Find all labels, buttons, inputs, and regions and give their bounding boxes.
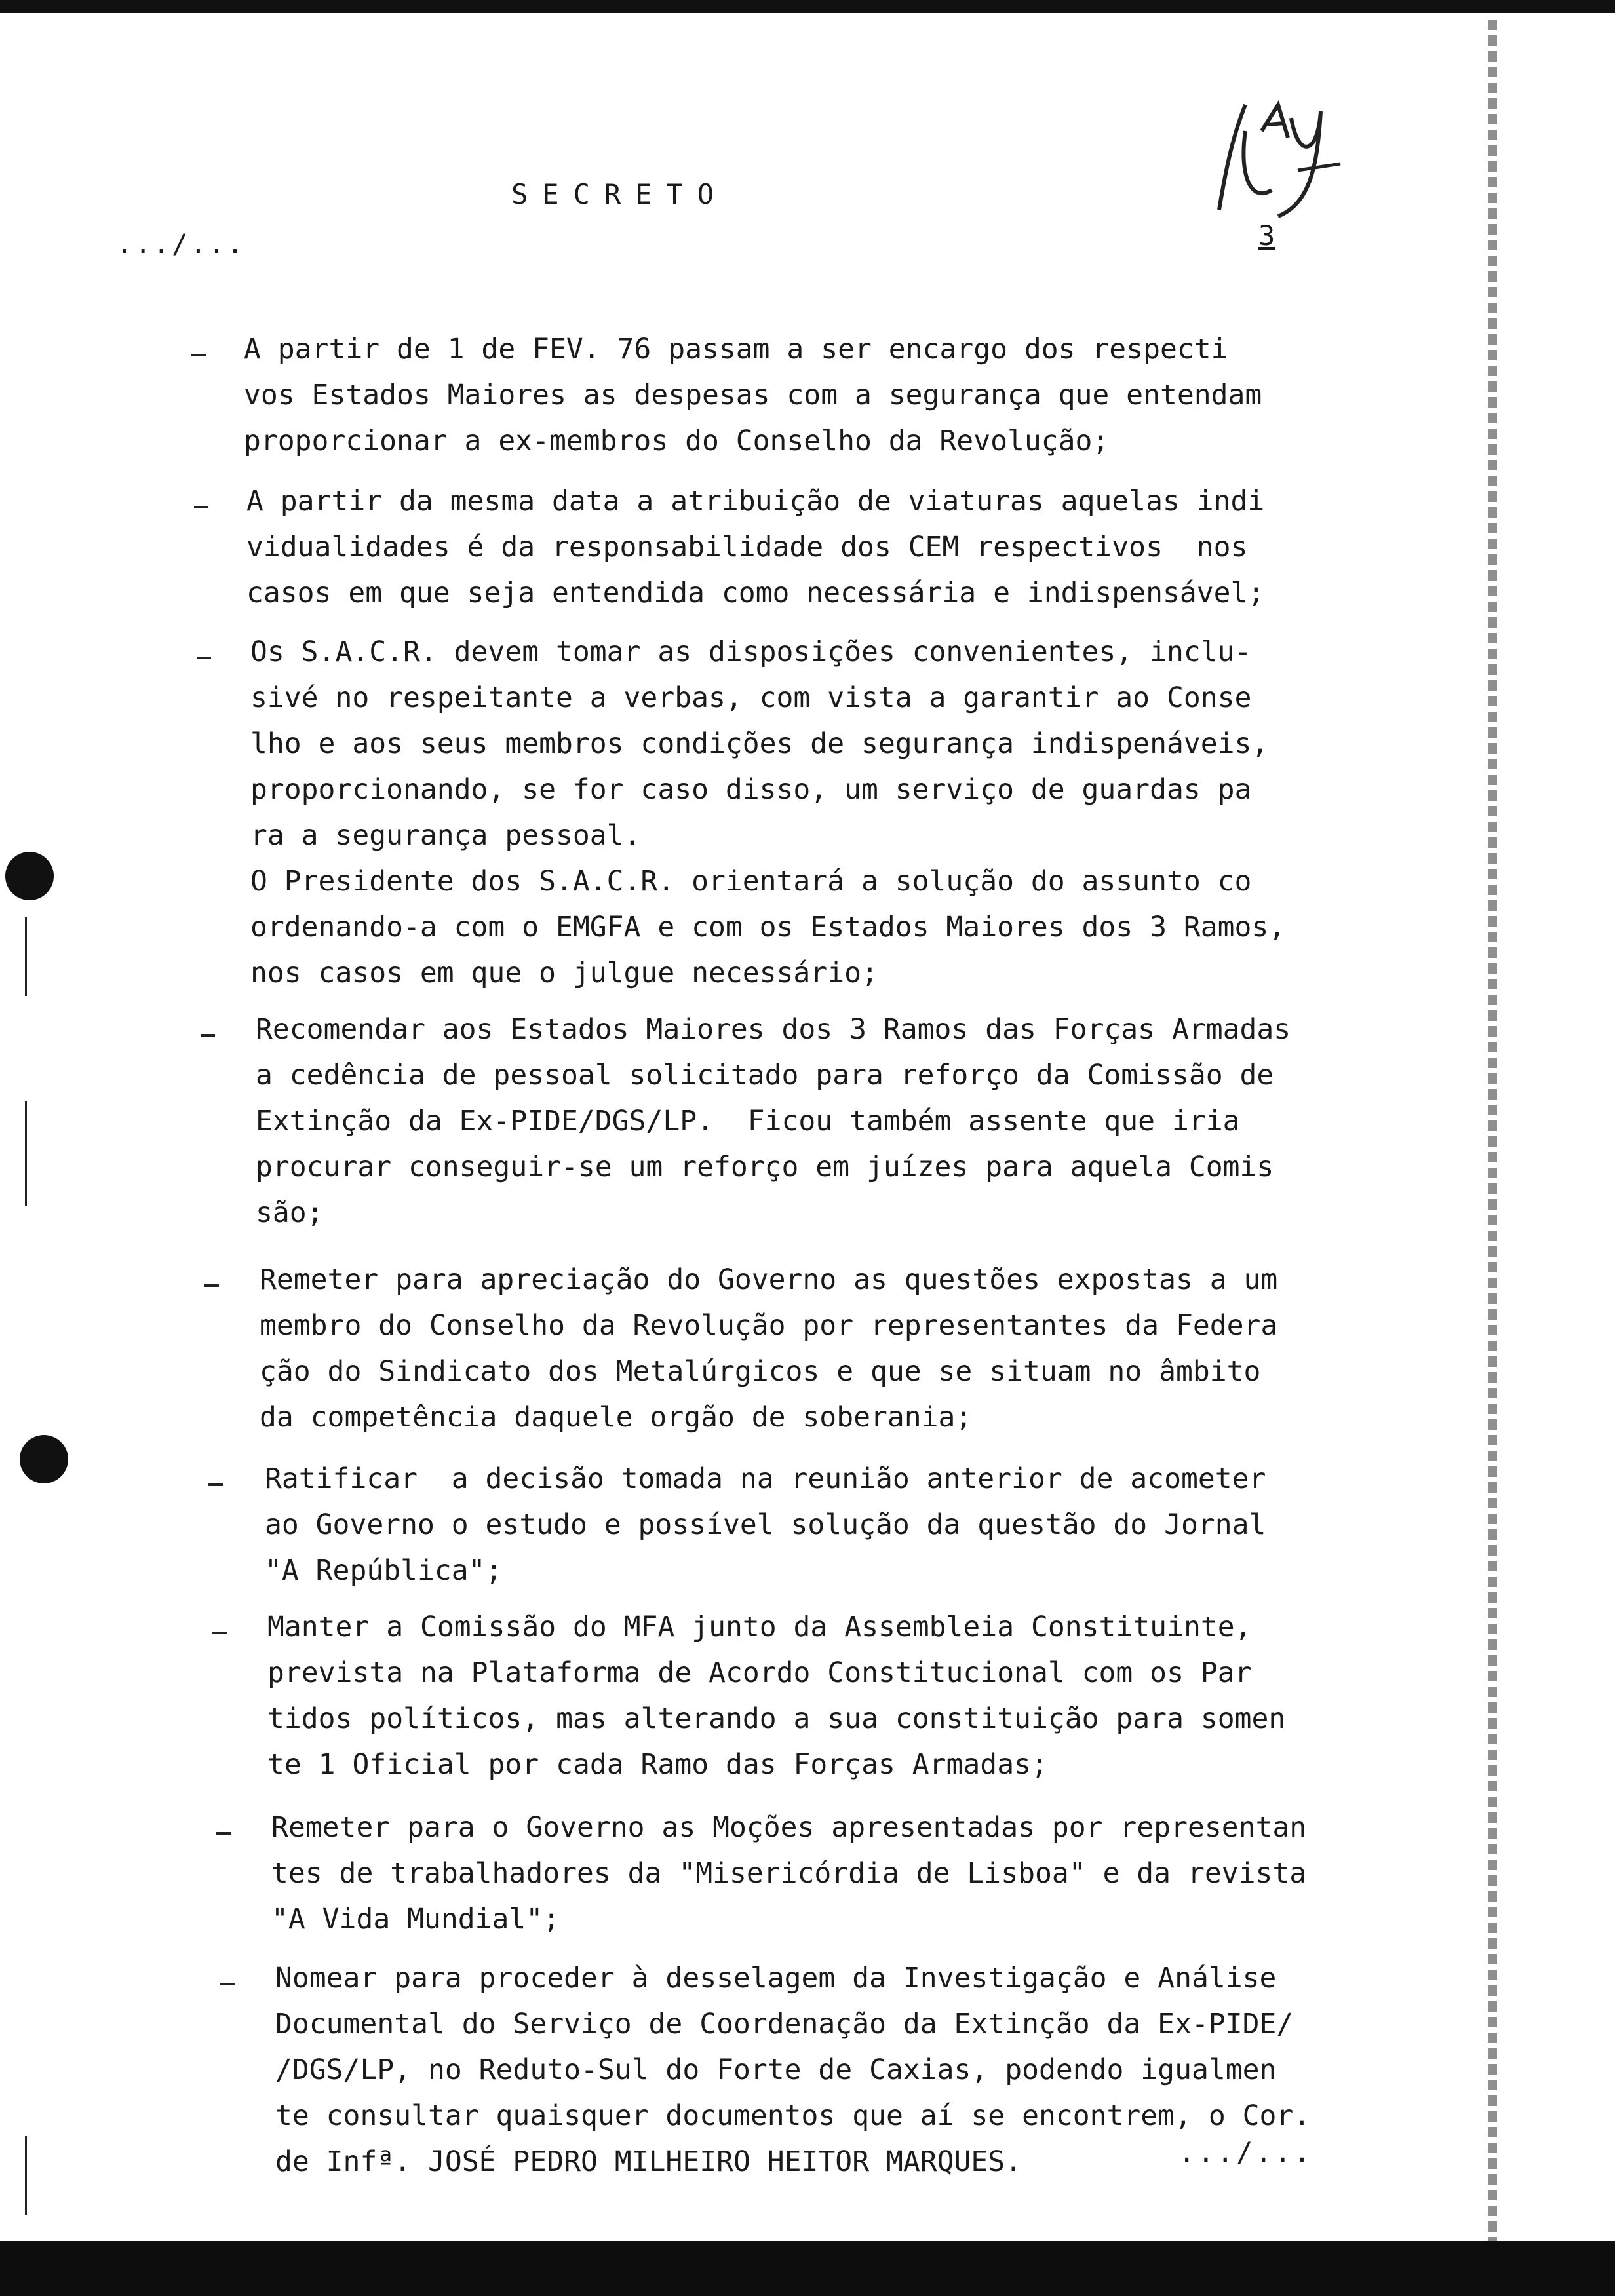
list-item [256, 1006, 1291, 1236]
item-line: de Infª. JOSÉ PEDRO MILHEIRO HEITOR MARQUES. [275, 2145, 1022, 2178]
scan-edge-top [0, 0, 1615, 13]
bullet-dash [191, 354, 206, 356]
item-line: da competência daquele orgão de soberania; [260, 1401, 973, 1434]
continuation-marker-bottom: .../... [1178, 2136, 1313, 2168]
scan-edge-right [1488, 20, 1497, 2241]
item-line: proporcionando, se for caso disso, um serviço de guardas pa [250, 773, 1252, 806]
item-line: "A República"; [265, 1554, 503, 1587]
list-item [267, 1604, 1285, 1788]
item-line: vos Estados Maiores as despesas com a segurança que entendam [244, 379, 1262, 411]
item-line: tidos políticos, mas alterando a sua constituição para somen [267, 1702, 1286, 1735]
item-line: ção do Sindicato dos Metalúrgicos e que se situam no âmbito [260, 1355, 1261, 1388]
list-item [271, 1805, 1306, 1942]
item-line: ra a segurança pessoal. [250, 819, 641, 852]
punch-hole-upper [5, 852, 54, 900]
bullet-dash [208, 1483, 223, 1486]
item-line: a cedência de pessoal solicitado para reforço da Comissão de [256, 1059, 1274, 1092]
item-line: Documental do Serviço de Coordenação da Extinção da Ex-PIDE/ [275, 2008, 1294, 2040]
continuation-marker-top: .../... [117, 229, 246, 259]
item-line: sivé no respeitante a verbas, com vista a garantir ao Conse [250, 681, 1252, 714]
bullet-dash [194, 506, 208, 508]
item-line: ao Governo o estudo e possível solução da questão do Jornal [265, 1508, 1266, 1541]
item-line: membro do Conselho da Revolução por representantes da Federa [260, 1309, 1278, 1342]
bullet-dash [204, 1284, 219, 1287]
item-line: lho e aos seus membros condições de segurança indispenáveis, [250, 727, 1269, 760]
item-line: vidualidades é da responsabilidade dos CEM respectivos nos [246, 531, 1248, 564]
list-item [275, 1955, 1310, 2185]
bullet-dash [201, 1034, 215, 1037]
item-line: Recomendar aos Estados Maiores dos 3 Ramos das Forças Armadas [256, 1013, 1291, 1046]
item-line: O Presidente dos S.A.C.R. orientará a solução do assunto co [250, 865, 1252, 898]
bullet-dash [216, 1832, 231, 1835]
item-line: ordenando-a com o EMGFA e com os Estados Maiores dos 3 Ramos, [250, 911, 1286, 944]
item-line: Remeter para apreciação do Governo as questões expostas a um [260, 1263, 1278, 1296]
item-line: Remeter para o Governo as Moções apresentadas por representan [271, 1811, 1307, 1844]
list-item [260, 1257, 1277, 1440]
item-line: são; [256, 1196, 324, 1229]
page-number: 3 [1258, 220, 1275, 252]
item-line: A partir de 1 de FEV. 76 passam a ser encargo dos respecti [244, 333, 1228, 366]
scan-mark [25, 1101, 27, 1206]
bullet-dash [220, 1983, 235, 1985]
item-line: Manter a Comissão do MFA junto da Assembleia Constituinte, [267, 1611, 1252, 1643]
item-line: nos casos em que o julgue necessário; [250, 957, 878, 989]
item-line: te 1 Oficial por cada Ramo das Forças Armadas; [267, 1748, 1048, 1781]
item-line: casos em que seja entendida como necessária e indispensável; [246, 577, 1265, 609]
item-line: proporcionar a ex-membros do Conselho da Revolução; [244, 425, 1110, 457]
bullet-dash [212, 1632, 227, 1634]
item-line: Os S.A.C.R. devem tomar as disposições convenientes, inclu- [250, 636, 1252, 668]
list-item [250, 629, 1285, 996]
item-line: Nomear para proceder à desselagem da Investigação e Análise [275, 1962, 1277, 1995]
list-item [246, 478, 1264, 616]
classification-heading: SECRETO [511, 178, 729, 210]
bullet-dash [197, 657, 211, 659]
item-line: /DGS/LP, no Reduto-Sul do Forte de Caxias, podendo igualmen [275, 2054, 1277, 2086]
item-line: "A Vida Mundial"; [271, 1903, 560, 1936]
item-line: Extinção da Ex-PIDE/DGS/LP. Ficou também assente que iria [256, 1105, 1240, 1138]
item-line: tes de trabalhadores da "Misericórdia de Lisboa" e da revista [271, 1857, 1307, 1890]
item-line: te consultar quaisquer documentos que aí se encontrem, o Cor. [275, 2099, 1311, 2132]
item-line: Ratificar a decisão tomada na reunião anterior de acometer [265, 1463, 1266, 1495]
item-line: prevista na Plataforma de Acordo Constitucional com os Par [267, 1656, 1252, 1689]
scan-mark [25, 2136, 27, 2215]
item-line: A partir da mesma data a atribuição de viaturas aquelas indi [246, 485, 1265, 518]
handwritten-initials-icon [1199, 92, 1344, 223]
scan-edge-bottom [0, 2241, 1615, 2296]
scan-mark [25, 917, 27, 996]
item-line: procurar conseguir-se um reforço em juízes para aquela Comis [256, 1151, 1274, 1183]
list-item [244, 326, 1262, 464]
list-item [265, 1456, 1266, 1594]
punch-hole-lower [20, 1435, 68, 1483]
